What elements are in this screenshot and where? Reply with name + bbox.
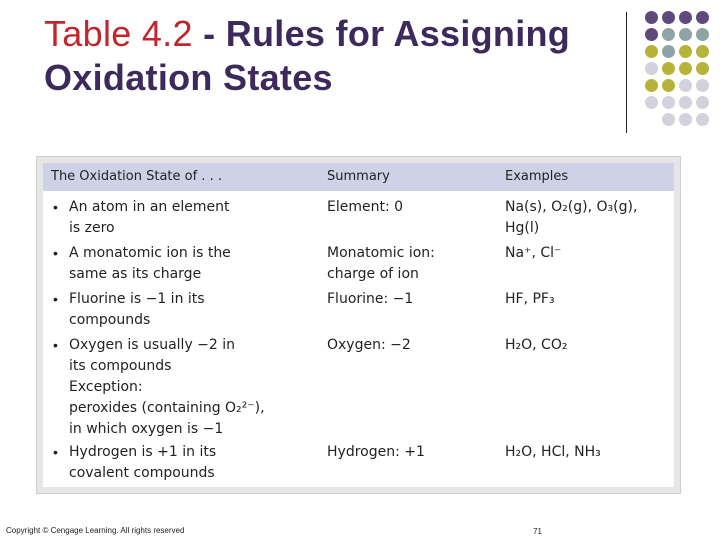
decorative-dot bbox=[662, 113, 675, 126]
rule-cell bbox=[69, 335, 279, 440]
header-summary: Summary bbox=[327, 169, 390, 184]
rule-cell-line: Oxygen is usually −2 in bbox=[69, 337, 236, 353]
decorative-dot bbox=[662, 62, 675, 75]
rule-cell-line: A monatomic ion is the bbox=[69, 245, 231, 261]
summary-cell-line: Element: 0 bbox=[327, 199, 404, 215]
summary-cell-line: Oxygen: −2 bbox=[327, 337, 411, 353]
decorative-dot bbox=[696, 79, 709, 92]
rule-cell-line: Hydrogen is +1 in its bbox=[69, 444, 217, 460]
rule-cell bbox=[69, 442, 279, 484]
rule-cell bbox=[69, 243, 279, 285]
examples-cell bbox=[505, 289, 675, 310]
summary-cell-line: Fluorine: −1 bbox=[327, 291, 414, 307]
decorative-dot bbox=[645, 28, 658, 41]
rule-cell-line: compounds bbox=[69, 312, 151, 328]
summary-cell-line: Monatomic ion: bbox=[327, 245, 435, 261]
decorative-dot bbox=[679, 113, 692, 126]
rule-cell-line: its compounds bbox=[69, 358, 172, 374]
rule-cell bbox=[69, 197, 279, 239]
examples-cell bbox=[505, 335, 675, 356]
page-number: 71 bbox=[533, 527, 542, 536]
decorative-dot bbox=[662, 96, 675, 109]
decorative-dot bbox=[645, 11, 658, 24]
table-body bbox=[43, 163, 674, 487]
decorative-dot bbox=[679, 79, 692, 92]
decorative-dot bbox=[645, 79, 658, 92]
copyright-notice: Copyright © Cengage Learning. All rights reserved bbox=[6, 526, 185, 535]
summary-cell bbox=[327, 335, 497, 356]
examples-cell-line: Na(s), O₂(g), O₃(g), Hg(l) bbox=[505, 199, 638, 236]
decorative-dot bbox=[645, 62, 658, 75]
decorative-dot bbox=[662, 11, 675, 24]
examples-cell-line: HF, PF₃ bbox=[505, 291, 555, 307]
rule-cell-line: covalent compounds bbox=[69, 465, 215, 481]
rule-cell-line: in which oxygen is −1 bbox=[69, 421, 224, 437]
bullet-icon: • bbox=[53, 199, 58, 215]
decorative-dot bbox=[662, 79, 675, 92]
decorative-dot bbox=[679, 96, 692, 109]
decorative-dot bbox=[645, 45, 658, 58]
oxidation-rules-table bbox=[36, 156, 681, 494]
decorative-dot bbox=[645, 96, 658, 109]
decorative-dot-grid bbox=[0, 0, 720, 140]
decorative-dot bbox=[679, 11, 692, 24]
title-line2: Oxidation States bbox=[44, 57, 333, 98]
header-oxidation-state: The Oxidation State of . . . bbox=[51, 169, 222, 184]
decorative-dot bbox=[696, 28, 709, 41]
examples-cell-line: H₂O, CO₂ bbox=[505, 337, 568, 353]
header-examples: Examples bbox=[505, 169, 569, 184]
table-header bbox=[43, 163, 674, 191]
rule-cell-line: An atom in an element bbox=[69, 199, 230, 215]
summary-cell bbox=[327, 442, 497, 463]
summary-cell bbox=[327, 243, 497, 285]
rule-cell bbox=[69, 289, 279, 331]
examples-cell bbox=[505, 243, 675, 264]
rule-cell-line: Exception: bbox=[69, 379, 143, 395]
decorative-dot bbox=[662, 45, 675, 58]
decorative-dot bbox=[696, 11, 709, 24]
bullet-icon: • bbox=[53, 337, 58, 353]
title-line1: - Rules for Assigning bbox=[192, 13, 571, 54]
bullet-icon: • bbox=[53, 444, 58, 460]
rule-cell-line: same as its charge bbox=[69, 266, 202, 282]
summary-cell-line: charge of ion bbox=[327, 266, 419, 282]
bullet-icon: • bbox=[53, 245, 58, 261]
decorative-dot bbox=[679, 45, 692, 58]
rule-cell-line: is zero bbox=[69, 220, 115, 236]
examples-cell bbox=[505, 197, 675, 239]
summary-cell bbox=[327, 197, 497, 218]
examples-cell bbox=[505, 442, 675, 463]
summary-cell-line: Hydrogen: +1 bbox=[327, 444, 425, 460]
examples-cell-line: H₂O, HCl, NH₃ bbox=[505, 444, 601, 460]
decorative-dot bbox=[696, 45, 709, 58]
rule-cell-line: peroxides (containing O₂²⁻), bbox=[69, 400, 265, 416]
summary-cell bbox=[327, 289, 497, 310]
decorative-dot bbox=[696, 62, 709, 75]
decorative-dot bbox=[696, 113, 709, 126]
decorative-dot bbox=[679, 62, 692, 75]
decorative-dot bbox=[696, 96, 709, 109]
decorative-dot bbox=[679, 28, 692, 41]
rule-cell-line: Fluorine is −1 in its bbox=[69, 291, 205, 307]
title-table-number: Table 4.2 bbox=[44, 13, 193, 54]
examples-cell-line: Na⁺, Cl⁻ bbox=[505, 245, 562, 261]
bullet-icon: • bbox=[53, 291, 58, 307]
decorative-dot bbox=[662, 28, 675, 41]
